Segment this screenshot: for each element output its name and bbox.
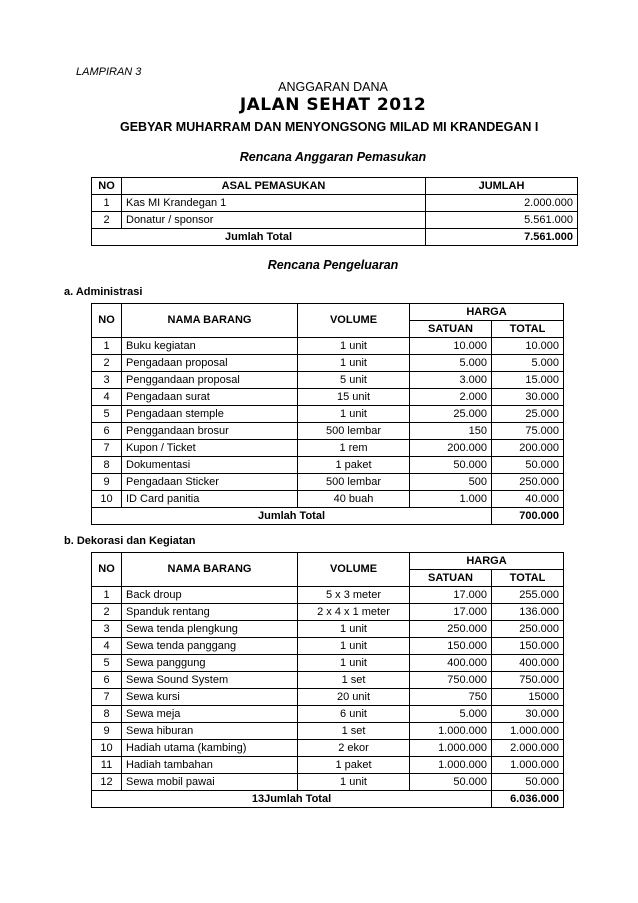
cell-no: 7 [92, 689, 122, 706]
col-volume: VOLUME [298, 304, 410, 338]
cell-satuan: 17.000 [410, 604, 492, 621]
income-total-row [92, 229, 578, 246]
cell-asal: Donatur / sponsor [122, 212, 426, 229]
table-row [92, 372, 564, 389]
administrasi-table [91, 303, 564, 525]
cell-nama: Pengadaan proposal [122, 355, 298, 372]
cell-volume: 2 x 4 x 1 meter [298, 604, 410, 621]
cell-nama: Sewa kursi [122, 689, 298, 706]
table-row [92, 389, 564, 406]
cell-total: 255.000 [492, 587, 564, 604]
cell-total: 750.000 [492, 672, 564, 689]
cell-total: 50.000 [492, 457, 564, 474]
cell-satuan: 250.000 [410, 621, 492, 638]
cell-no: 1 [92, 587, 122, 604]
col-harga: HARGA [410, 553, 564, 570]
cell-satuan: 50.000 [410, 774, 492, 791]
cell-total: 136.000 [492, 604, 564, 621]
cell-volume: 1 unit [298, 338, 410, 355]
cell-volume: 1 set [298, 672, 410, 689]
cell-satuan: 150.000 [410, 638, 492, 655]
income-heading: Rencana Anggaran Pemasukan [239, 150, 427, 164]
table-row [92, 723, 564, 740]
col-no: NO [92, 178, 122, 195]
cell-satuan: 1.000.000 [410, 740, 492, 757]
table-row [92, 457, 564, 474]
cell-no: 10 [92, 740, 122, 757]
table-row [92, 672, 564, 689]
cell-satuan: 17.000 [410, 587, 492, 604]
cell-volume: 15 unit [298, 389, 410, 406]
cell-total: 250.000 [492, 621, 564, 638]
cell-nama: Pengadaan surat [122, 389, 298, 406]
total-label: Jumlah Total [92, 229, 426, 246]
cell-nama: Penggandaan brosur [122, 423, 298, 440]
cell-volume: 1 rem [298, 440, 410, 457]
cell-total: 25.000 [492, 406, 564, 423]
table-row [92, 621, 564, 638]
cell-no: 2 [92, 604, 122, 621]
cell-nama: Spanduk rentang [122, 604, 298, 621]
table-row [92, 423, 564, 440]
cell-nama: Hadiah utama (kambing) [122, 740, 298, 757]
cell-no: 9 [92, 474, 122, 491]
cell-total: 1.000.000 [492, 757, 564, 774]
header-row [92, 553, 564, 570]
admin-total-row [92, 508, 564, 525]
income-header-row [92, 178, 578, 195]
expense-heading: Rencana Pengeluaran [267, 258, 399, 272]
cell-satuan: 3.000 [410, 372, 492, 389]
table-row [92, 774, 564, 791]
col-volume: VOLUME [298, 553, 410, 587]
cell-nama: Sewa Sound System [122, 672, 298, 689]
table-row [92, 740, 564, 757]
table-row [92, 474, 564, 491]
cell-volume: 1 unit [298, 406, 410, 423]
cell-asal: Kas MI Krandegan 1 [122, 195, 426, 212]
cell-total: 250.000 [492, 474, 564, 491]
cell-total: 2.000.000 [492, 740, 564, 757]
cell-nama: Back droup [122, 587, 298, 604]
table-row [92, 655, 564, 672]
cell-nama: Sewa tenda plengkung [122, 621, 298, 638]
cell-nama: Dokumentasi [122, 457, 298, 474]
cell-total: 40.000 [492, 491, 564, 508]
table-row [92, 757, 564, 774]
col-no: NO [92, 304, 122, 338]
cell-no: 4 [92, 389, 122, 406]
cell-volume: 20 unit [298, 689, 410, 706]
cell-total: 15.000 [492, 372, 564, 389]
table-row [92, 440, 564, 457]
cell-total: 200.000 [492, 440, 564, 457]
cell-satuan: 1.000.000 [410, 723, 492, 740]
cell-volume: 1 unit [298, 774, 410, 791]
cell-nama: Sewa panggung [122, 655, 298, 672]
table-row [92, 355, 564, 372]
cell-volume: 1 paket [298, 757, 410, 774]
cell-satuan: 5.000 [410, 355, 492, 372]
cell-nama: Pengadaan Sticker [122, 474, 298, 491]
cell-no: 4 [92, 638, 122, 655]
table-row [92, 689, 564, 706]
cell-total: 150.000 [492, 638, 564, 655]
total-label: Jumlah Total [92, 508, 492, 525]
cell-no: 6 [92, 672, 122, 689]
table-row [92, 587, 564, 604]
col-nama: NAMA BARANG [122, 304, 298, 338]
cell-jumlah: 2.000.000 [426, 195, 578, 212]
cell-satuan: 1.000 [410, 491, 492, 508]
table-row [92, 212, 578, 229]
col-harga: HARGA [410, 304, 564, 321]
cell-nama: Sewa tenda panggang [122, 638, 298, 655]
cell-nama: ID Card panitia [122, 491, 298, 508]
cell-nama: Hadiah tambahan [122, 757, 298, 774]
cell-no: 5 [92, 655, 122, 672]
cell-volume: 5 x 3 meter [298, 587, 410, 604]
col-total: TOTAL [492, 570, 564, 587]
lampiran-label: LAMPIRAN 3 [76, 66, 142, 78]
cell-no: 11 [92, 757, 122, 774]
cell-no: 3 [92, 372, 122, 389]
total-value: 7.561.000 [426, 229, 578, 246]
cell-satuan: 5.000 [410, 706, 492, 723]
cell-satuan: 200.000 [410, 440, 492, 457]
cell-no: 6 [92, 423, 122, 440]
section-dekorasi-label: b. Dekorasi dan Kegiatan [64, 535, 196, 547]
cell-volume: 5 unit [298, 372, 410, 389]
header-row [92, 304, 564, 321]
cell-volume: 1 unit [298, 621, 410, 638]
cell-jumlah: 5.561.000 [426, 212, 578, 229]
cell-volume: 500 lembar [298, 474, 410, 491]
cell-nama: Sewa hiburan [122, 723, 298, 740]
cell-satuan: 750 [410, 689, 492, 706]
cell-nama: Buku kegiatan [122, 338, 298, 355]
income-table [91, 177, 578, 246]
table-row [92, 195, 578, 212]
cell-no: 2 [92, 355, 122, 372]
cell-total: 50.000 [492, 774, 564, 791]
cell-volume: 40 buah [298, 491, 410, 508]
cell-satuan: 2.000 [410, 389, 492, 406]
cell-no: 7 [92, 440, 122, 457]
cell-nama: Sewa mobil pawai [122, 774, 298, 791]
cell-satuan: 50.000 [410, 457, 492, 474]
cell-total: 10.000 [492, 338, 564, 355]
cell-total: 5.000 [492, 355, 564, 372]
cell-volume: 2 ekor [298, 740, 410, 757]
cell-no: 9 [92, 723, 122, 740]
cell-no: 12 [92, 774, 122, 791]
cell-satuan: 500 [410, 474, 492, 491]
col-satuan: SATUAN [410, 570, 492, 587]
cell-satuan: 400.000 [410, 655, 492, 672]
cell-satuan: 150 [410, 423, 492, 440]
table-row [92, 706, 564, 723]
section-administrasi-label: a. Administrasi [64, 286, 143, 298]
cell-total: 30.000 [492, 389, 564, 406]
col-nama: NAMA BARANG [122, 553, 298, 587]
event-title: JALAN SEHAT 2012 [239, 95, 427, 115]
cell-total: 75.000 [492, 423, 564, 440]
cell-no: 1 [92, 195, 122, 212]
cell-no: 2 [92, 212, 122, 229]
col-asal: ASAL PEMASUKAN [122, 178, 426, 195]
cell-satuan: 1.000.000 [410, 757, 492, 774]
cell-total: 400.000 [492, 655, 564, 672]
cell-total: 30.000 [492, 706, 564, 723]
cell-volume: 1 unit [298, 655, 410, 672]
cell-no: 8 [92, 706, 122, 723]
total-label: 13Jumlah Total [92, 791, 492, 808]
cell-volume: 500 lembar [298, 423, 410, 440]
cell-total: 1.000.000 [492, 723, 564, 740]
col-satuan: SATUAN [410, 321, 492, 338]
document-title: ANGGARAN DANA [278, 80, 388, 94]
col-jumlah: JUMLAH [426, 178, 578, 195]
event-subtitle: GEBYAR MUHARRAM DAN MENYONGSONG MILAD MI KRANDEGAN I [120, 120, 539, 134]
cell-nama: Penggandaan proposal [122, 372, 298, 389]
table-row [92, 638, 564, 655]
cell-satuan: 10.000 [410, 338, 492, 355]
table-row [92, 338, 564, 355]
cell-no: 8 [92, 457, 122, 474]
cell-nama: Pengadaan stemple [122, 406, 298, 423]
col-total: TOTAL [492, 321, 564, 338]
cell-no: 10 [92, 491, 122, 508]
cell-no: 1 [92, 338, 122, 355]
cell-volume: 6 unit [298, 706, 410, 723]
total-value: 700.000 [492, 508, 564, 525]
cell-nama: Kupon / Ticket [122, 440, 298, 457]
cell-no: 3 [92, 621, 122, 638]
table-row [92, 604, 564, 621]
table-row [92, 491, 564, 508]
cell-satuan: 750.000 [410, 672, 492, 689]
table-row [92, 406, 564, 423]
cell-volume: 1 unit [298, 638, 410, 655]
total-value: 6.036.000 [492, 791, 564, 808]
dekor-total-row [92, 791, 564, 808]
cell-volume: 1 unit [298, 355, 410, 372]
cell-volume: 1 set [298, 723, 410, 740]
dekorasi-table [91, 552, 564, 808]
cell-volume: 1 paket [298, 457, 410, 474]
cell-satuan: 25.000 [410, 406, 492, 423]
cell-total: 15000 [492, 689, 564, 706]
cell-no: 5 [92, 406, 122, 423]
cell-nama: Sewa meja [122, 706, 298, 723]
col-no: NO [92, 553, 122, 587]
